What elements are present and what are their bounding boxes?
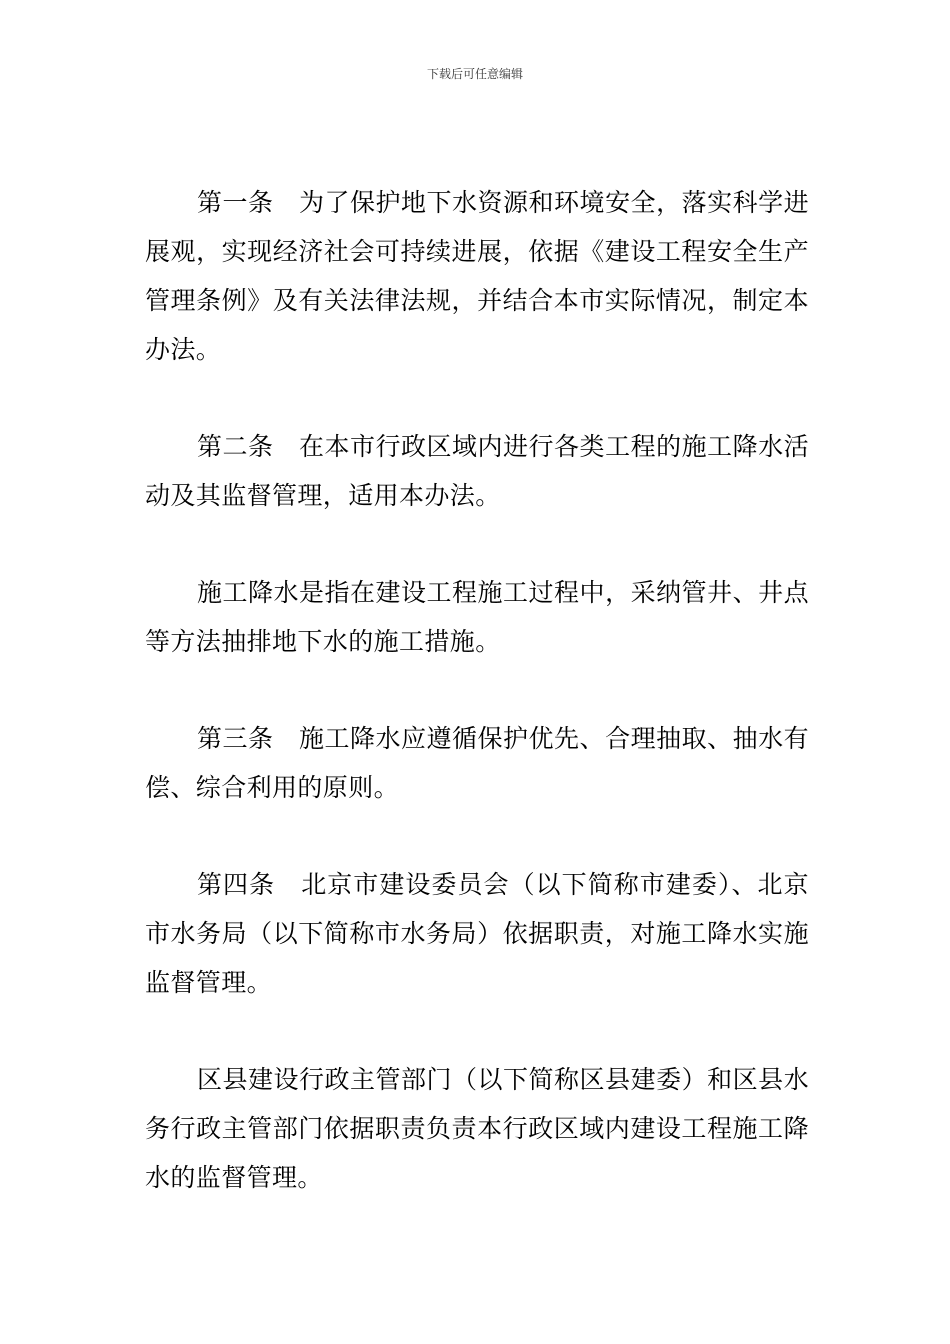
- paragraph-gap: [145, 374, 809, 422]
- article-1-paragraph: 第一条 为了保护地下水资源和环境安全，落实科学进展观，实现经济社会可持续进展，依据《建设工程安全生产管理条例》及有关法律法规，并结合本市实际情况，制定本办法。: [145, 188, 809, 364]
- document-body: [145, 178, 809, 1202]
- paragraph-gap: [145, 1007, 809, 1055]
- dewatering-definition-paragraph: 施工降水是指在建设工程施工过程中，采纳管井、井点等方法抽排地下水的施工措施。: [145, 578, 809, 656]
- district-authority-paragraph: 区县建设行政主管部门（以下简称区县建委）和区县水务行政主管部门依据职责负责本行政区域内建设工程施工降水的监督管理。: [145, 1065, 809, 1192]
- article-2-paragraph: 第二条 在本市行政区域内进行各类工程的施工降水活动及其监督管理，适用本办法。: [145, 432, 809, 510]
- article-3-paragraph: 第三条 施工降水应遵循保护优先、合理抽取、抽水有偿、综合利用的原则。: [145, 724, 809, 802]
- header-note: 下载后可任意编辑: [426, 67, 523, 81]
- paragraph-gap: [145, 520, 809, 568]
- paragraph-gap: [145, 812, 809, 860]
- article-4-paragraph: 第四条 北京市建设委员会（以下简称市建委）、北京市水务局（以下简称市水务局）依据职责，对施工降水实施监督管理。: [145, 870, 809, 997]
- paragraph-gap: [145, 666, 809, 714]
